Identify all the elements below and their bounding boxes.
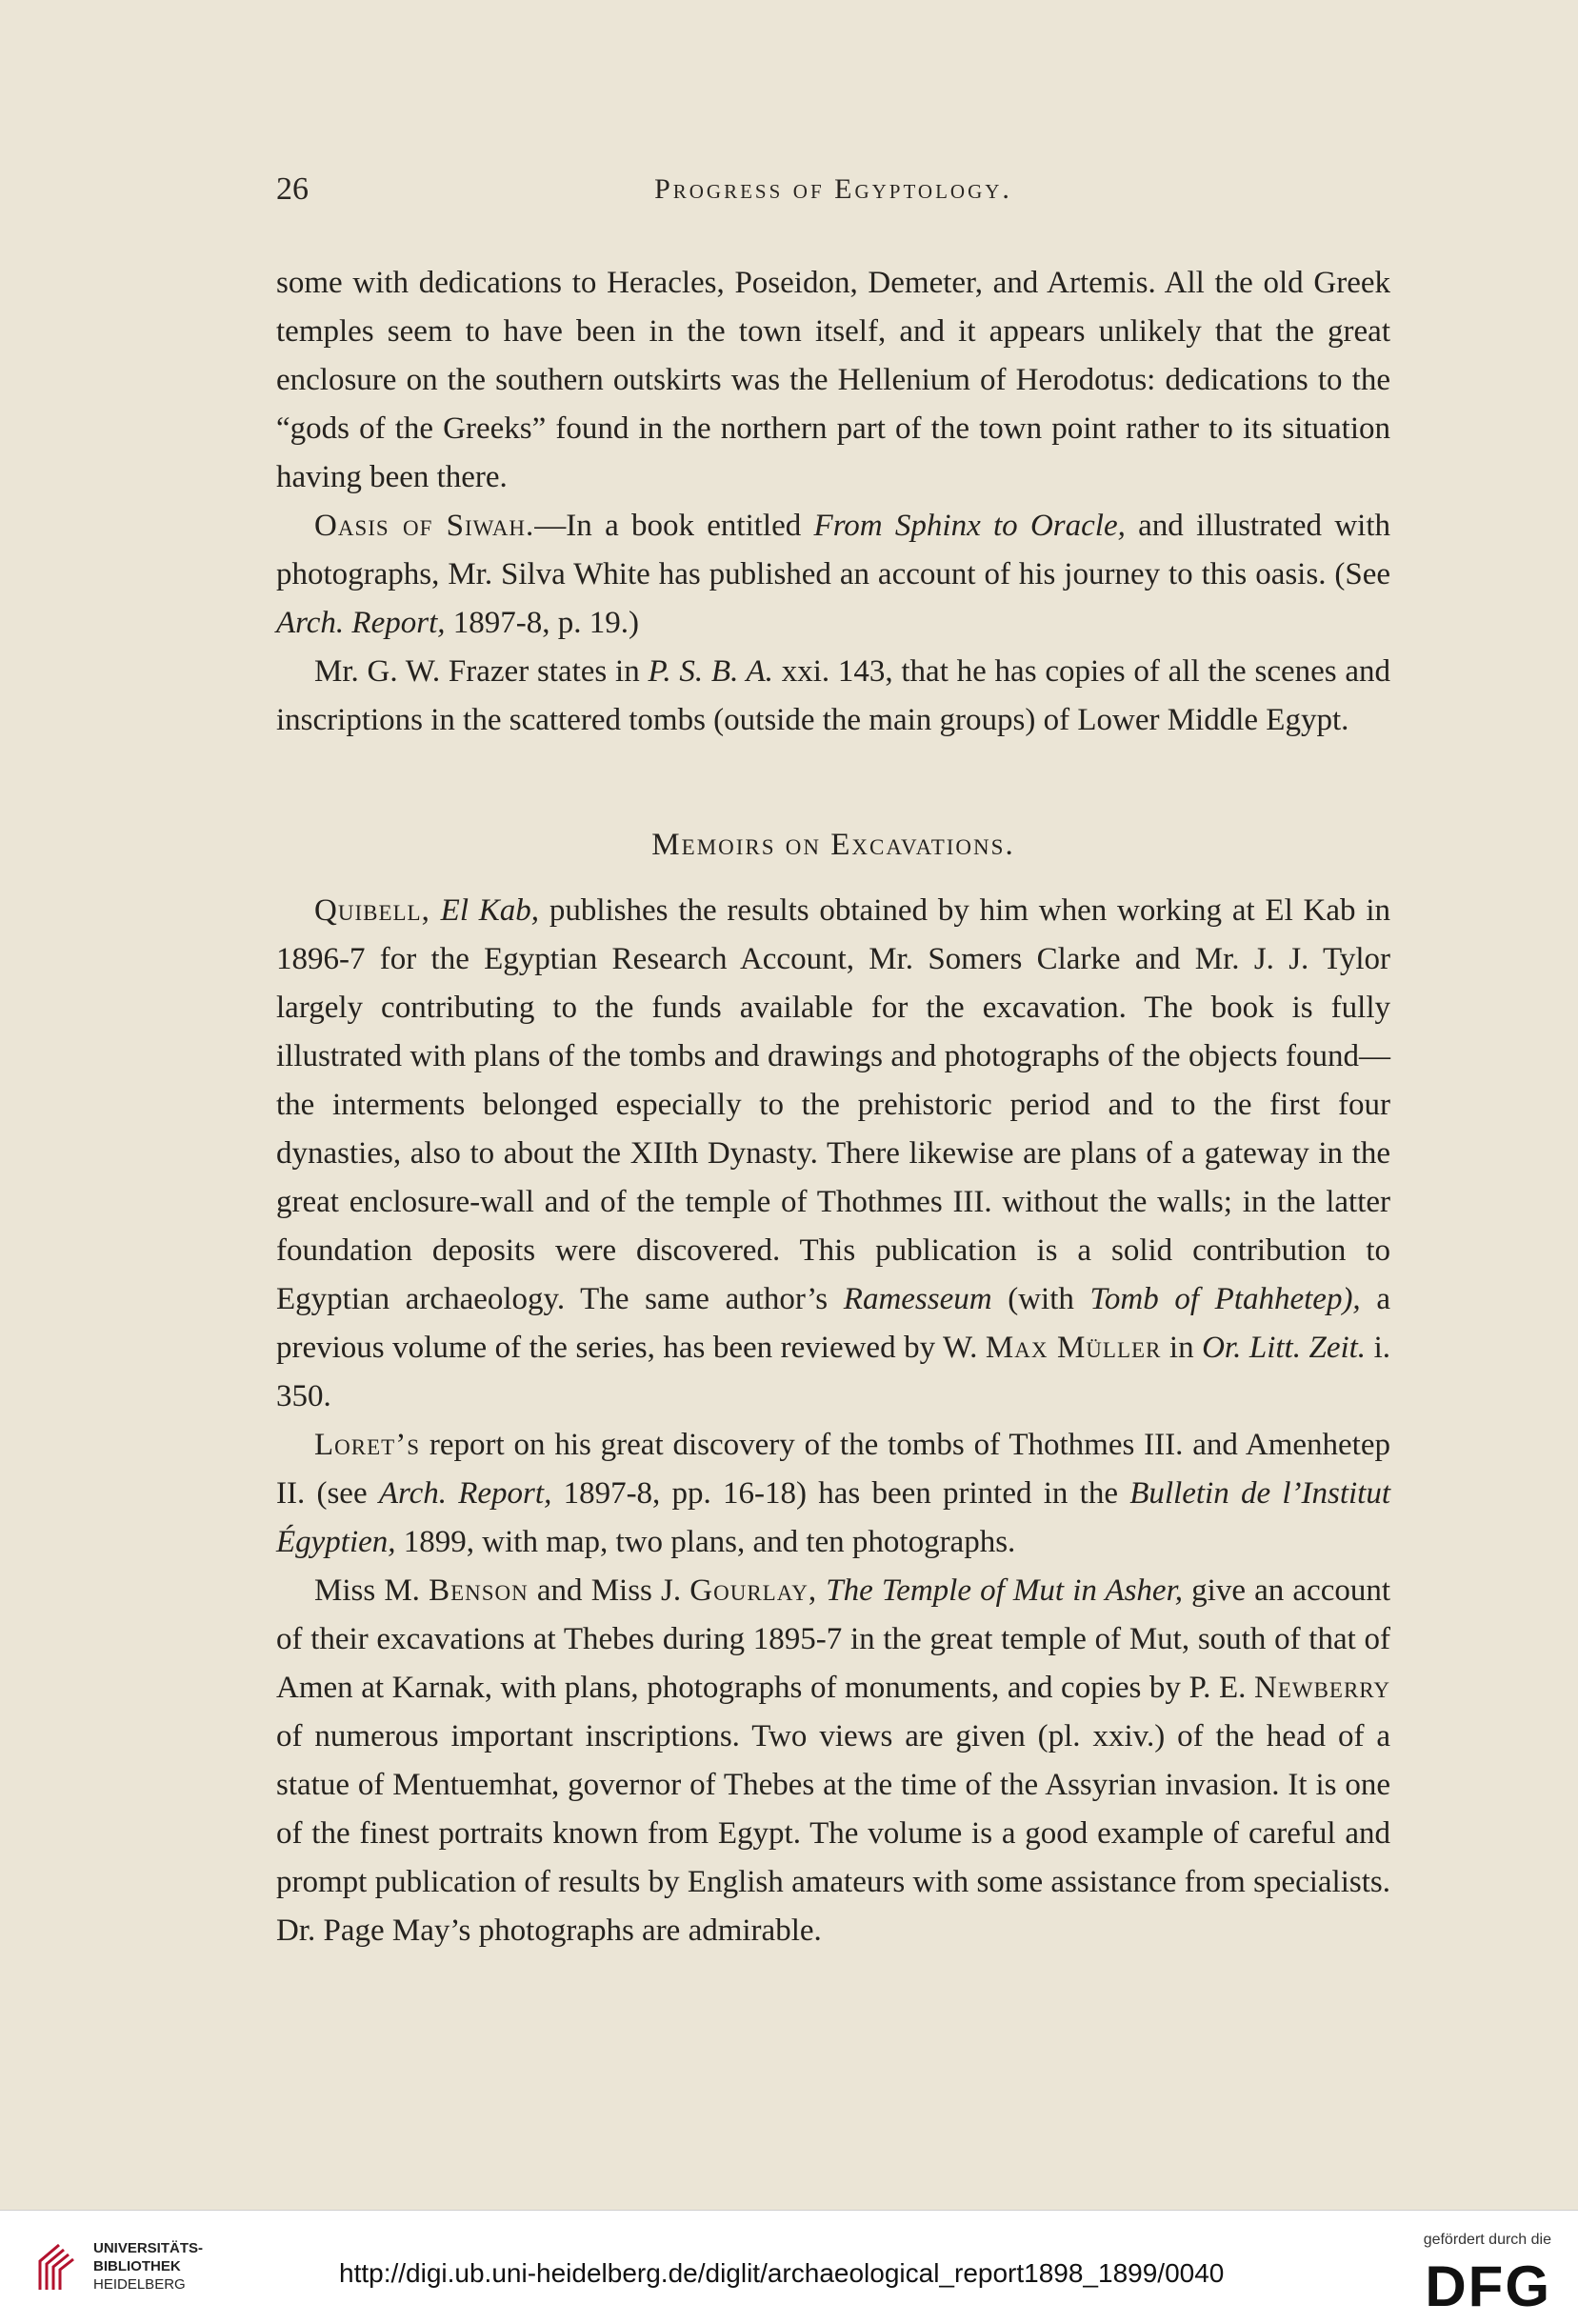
dfg-logo: DFG: [1425, 2254, 1551, 2318]
text-run: publishes the results obtained by him when working at El Kab in 1896-7 for the Egyptian Research Account, Mr. Somers Clarke and Mr. J. J. Tylor largely contributing to the funds available for the excavation. The book is fully illustrated with plans of the tombs and drawings and photographs of the objects found—the interments belonged especially to the prehistoric period and to the first four dynasties, also to about the XIIth Dynasty. There likewise are plans of a gateway in the great enclosure-wall and of the temple of Thothmes III. without the walls; in the latter foundation deposits were discovered. This publication is a solid contribution to Egyptian archaeology. The same author’s: [276, 893, 1391, 1316]
author-newberry: Newberry: [1253, 1671, 1390, 1705]
paragraph-oasis-siwah: [276, 502, 1390, 648]
title-temple-of-mut: The Temple of Mut in Asher,: [826, 1573, 1184, 1608]
running-head: Progress of Egyptology.: [654, 173, 1012, 205]
paragraph-frazer: [276, 648, 1390, 745]
ref-or-litt-zeit: Or. Litt. Zeit.: [1202, 1331, 1367, 1365]
footer-bar: [0, 2210, 1578, 2324]
text-run: Mr. G. W. Frazer states in: [314, 654, 649, 689]
title-ramesseum: Ramesseum: [843, 1282, 992, 1316]
ref-bulletin: Bulletin de l’Institut Égyptien,: [276, 1476, 1390, 1559]
text-run: give an account of their excavations at Thebes during 1895-7 in the great temple of Mut, south of that of Amen at Karnak, with plans, photographs of monuments, and copies by P. E.: [276, 1573, 1391, 1705]
author-quibell: Quibell,: [314, 893, 430, 928]
text-run: xxi. 143, that he has copies of all the scenes and inscriptions in the scattered tombs (outside the main groups) of Lower Middle Egypt.: [276, 654, 1391, 737]
library-line: UNIVERSITÄTS-: [93, 2240, 204, 2256]
lead-oasis-siwah: Oasis of Siwah.: [314, 509, 535, 543]
text-run: i. 350.: [276, 1331, 1390, 1413]
text-run: Miss M.: [314, 1573, 429, 1608]
paragraph-quibell: [276, 887, 1390, 1421]
text-run: and Miss J.: [528, 1573, 690, 1608]
text-run: of numerous important inscriptions. Two views are given (pl. xxiv.) of the head of a statue of Mentuemhat, governor of Thebes at the time of the Assyrian invasion. It is one of the finest portraits known from Egypt. The volume is a good example of careful and prompt publication of results by English amateurs with some assistance from specialists. Dr. Page May’s photographs are admirable.: [276, 1719, 1390, 1948]
text-run: 1899, with map, two plans, and ten photographs.: [395, 1525, 1016, 1559]
author-gourlay: Gourlay,: [689, 1573, 818, 1608]
section-heading: Memoirs on Excavations.: [651, 828, 1015, 862]
library-line: BIBLIOTHEK: [93, 2258, 181, 2274]
ref-arch-report: Arch. Report,: [276, 606, 446, 640]
title-tomb-ptahhetep: Tomb of Ptahhetep),: [1089, 1282, 1361, 1316]
author-benson: Benson: [429, 1573, 529, 1608]
page-number: 26: [276, 171, 309, 207]
book-title-sphinx: From Sphinx to Oracle,: [813, 509, 1126, 543]
university-library-logo-icon: [30, 2237, 88, 2294]
title-el-kab: El Kab,: [440, 893, 540, 928]
author-loret: Loret’s: [314, 1428, 420, 1462]
ref-arch-report-2: Arch. Report,: [378, 1476, 552, 1511]
text-run: in: [1161, 1331, 1203, 1365]
funding-note: gefördert durch die: [1423, 2232, 1551, 2248]
paragraph-loret: [276, 1421, 1390, 1567]
text-run: 1897-8, pp. 16-18) has been printed in the: [551, 1476, 1130, 1511]
body-text: [276, 259, 1390, 1955]
text-run: and illustrated with photographs, Mr. Silva White has published an account of his journey to this oasis. (See: [276, 509, 1390, 591]
library-name: [93, 2239, 203, 2294]
text-run: 1897-8, p. 19.): [445, 606, 639, 640]
library-line: HEIDELBERG: [93, 2276, 186, 2293]
paragraph-greek-temples: some with dedications to Heracles, Poseidon, Demeter, and Artemis. All the old Greek temples seem to have been in the town itself, and it appears unlikely that the great enclosure on the southern outskirts was the Hellenium of Herodotus: dedications to the “gods of the Greeks” found in the northern part of the town point rather to its situation having been there.: [276, 266, 1390, 494]
permalink-url[interactable]: http://digi.ub.uni-heidelberg.de/diglit/archaeological_report1898_1899/0040: [339, 2258, 1225, 2288]
text-run: report on his great discovery of the tombs of Thothmes III. and Amenhetep II. (see: [276, 1428, 1390, 1511]
ref-psba: P. S. B. A.: [648, 654, 773, 689]
text-run: —In a book entitled: [534, 509, 814, 543]
text-run: (with: [991, 1282, 1090, 1316]
text-run: a previous volume of the series, has been reviewed by W.: [276, 1282, 1390, 1365]
paragraph-benson-gourlay: [276, 1567, 1390, 1955]
author-max-muller: Max Müller: [985, 1331, 1162, 1365]
